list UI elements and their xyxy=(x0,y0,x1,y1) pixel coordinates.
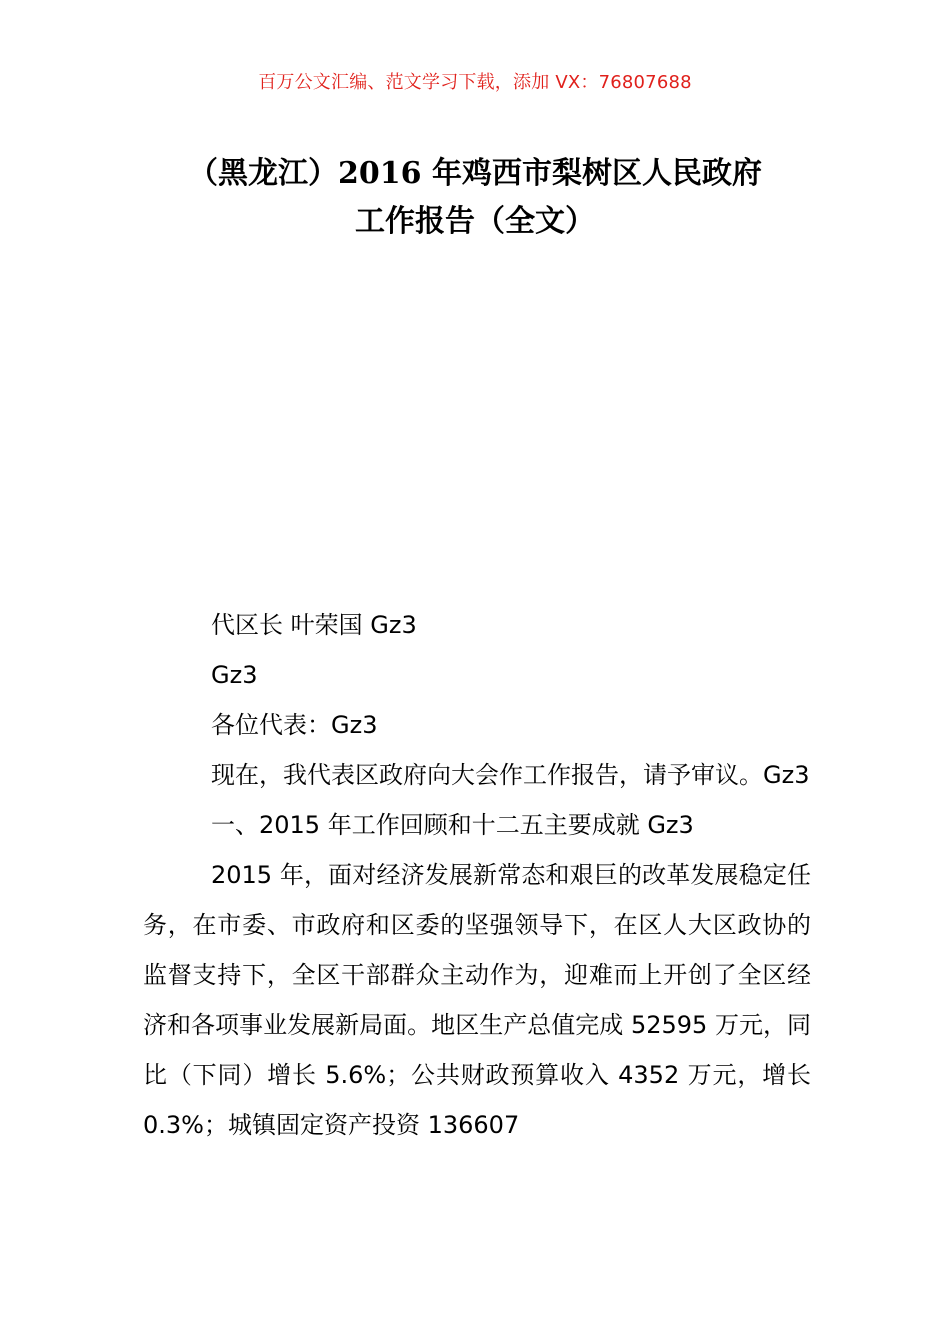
section-heading: 一、2015 年工作回顾和十二五主要成就 Gz3 xyxy=(211,811,694,839)
paragraph: 2015 年，面对经济发展新常态和艰巨的改革发展稳定任务，在市委、市政府和区委的坚强领导下，在区人大区政协的监督支持下，全区干部群众主动作为，迎难而上开创了全区经济和各项事业发展新局面。地区生产总值完成 52595 万元，同比（下同）增长 5.6%；公共财政预算收入 4352 万元，增长 0.3%；城镇固定资产投资 136607 xyxy=(143,861,811,1139)
title-line-2: 工作报告（全文） xyxy=(355,204,595,239)
document-body xyxy=(143,600,811,1150)
header-watermark-note: 百万公文汇编、范文学习下载，添加 VX：76807688 xyxy=(258,72,692,93)
document-title xyxy=(110,150,840,246)
paragraph: 现在，我代表区政府向大会作工作报告，请予审议。Gz3 xyxy=(211,761,810,789)
paragraph: Gz3 xyxy=(211,661,258,689)
title-line-1: （黑龙江）2016 年鸡西市梨树区人民政府 xyxy=(188,156,762,191)
salutation: 各位代表：Gz3 xyxy=(211,711,378,739)
author-line: 代区长 叶荣国 Gz3 xyxy=(211,611,417,639)
